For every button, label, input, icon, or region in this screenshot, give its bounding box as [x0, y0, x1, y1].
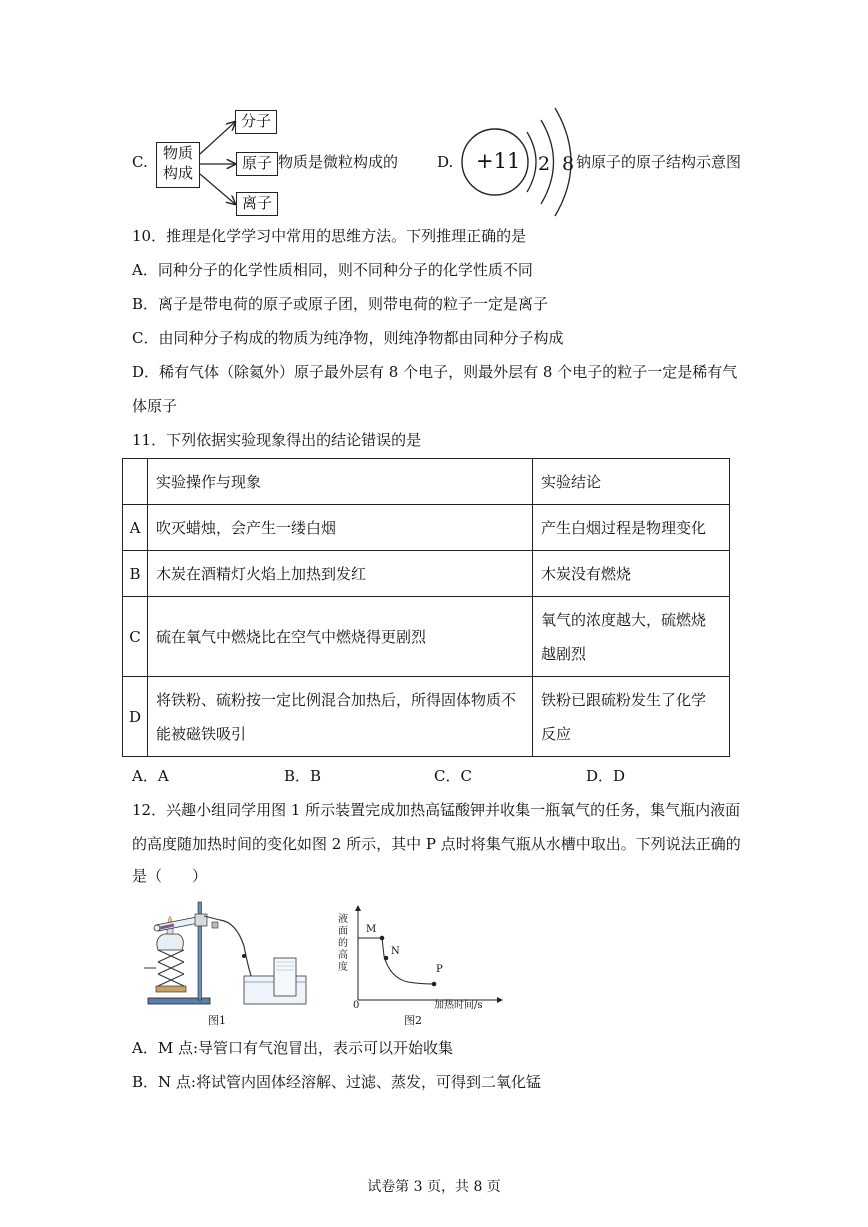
point-p [432, 982, 437, 987]
ion-box: 离子 [236, 192, 278, 216]
option-d-label: D. [437, 153, 454, 171]
arrow-to-molecule [200, 122, 235, 154]
ylabel-char: 的 [338, 938, 348, 949]
ylabel-char: 面 [338, 926, 348, 937]
row-operation-line2: 能被磁铁吸引 [156, 724, 247, 743]
molecule-box: 分子 [235, 110, 277, 134]
page-footer: 试卷第 3 页，共 8 页 [367, 1179, 501, 1195]
header-cell-conclusion: 实验结论 [533, 459, 730, 505]
row-conclusion-line1: 氧气的浓度越大，硫燃烧 [541, 610, 707, 629]
table-row [123, 677, 730, 757]
q12-stem-line1: 12．兴趣小组同学用图 1 所示装置完成加热高锰酸钾并收集一瓶氧气的任务，集气瓶内液面 [132, 801, 741, 819]
substance-box-line1: 物质 [162, 144, 193, 162]
q10-option-d-line1: D．稀有气体（除氦外）原子最外层有 8 个电子，则最外层有 8 个电子的粒子一定是稀有气 [132, 363, 738, 381]
table-row [123, 551, 730, 597]
header-cell-operation: 实验操作与现象 [148, 459, 533, 505]
ylabel-char: 液 [338, 914, 348, 925]
ylabel-char: 度 [338, 962, 348, 973]
figure-2-origin: 0 [353, 1000, 360, 1011]
table-row [123, 505, 730, 551]
table-row [123, 597, 730, 677]
row-label: C [123, 597, 148, 677]
q11-option-b: B．B [284, 767, 322, 785]
figure-2-xlabel: 加热时间/s [434, 1000, 483, 1011]
row-operation-line1: 将铁粉、硫粉按一定比例混合加热后，所得固体物质不 [156, 690, 517, 709]
row-operation: 木炭在酒精灯火焰上加热到发红 [148, 551, 533, 597]
substance-box [156, 142, 200, 188]
figure-1-apparatus [140, 898, 320, 1010]
q10-option-b: B．离子是带电荷的原子或原子团，则带电荷的粒子一定是离子 [132, 295, 549, 313]
figure-2-ylabel [338, 914, 350, 974]
header-cell-label [123, 459, 148, 505]
row-operation [148, 677, 533, 757]
q12-stem-line3: 是（ ） [132, 867, 208, 885]
row-conclusion: 木炭没有燃烧 [533, 551, 730, 597]
option-c-caption: 物质是微粒构成的 [278, 153, 399, 171]
q10-option-a: A．同种分子的化学性质相同，则不同种分子的化学性质不同 [132, 261, 533, 279]
row-label: B [123, 551, 148, 597]
row-operation: 硫在氧气中燃烧比在空气中燃烧得更剧烈 [148, 597, 533, 677]
point-n [384, 956, 389, 961]
row-operation: 吹灭蜡烛，会产生一缕白烟 [148, 505, 533, 551]
option-c-label: C. [132, 153, 148, 171]
q12-option-b: B．N 点:将试管内固体经溶解、过滤、蒸发，可得到二氧化锰 [132, 1073, 541, 1091]
row-conclusion-line2: 反应 [541, 724, 572, 743]
q10-option-d-line2: 体原子 [132, 397, 178, 415]
row-conclusion-line2: 越剧烈 [541, 644, 587, 663]
figure-2-caption: 图2 [404, 1014, 422, 1027]
label-m: M [366, 924, 377, 935]
row-conclusion-line1: 铁粉已跟硫粉发生了化学 [541, 690, 707, 709]
label-p: P [436, 964, 443, 975]
option-d-caption: 钠原子的原子结构示意图 [576, 153, 742, 171]
label-n: N [391, 946, 400, 957]
shell2-electrons: 8 [562, 153, 575, 175]
substance-box-line2: 构成 [162, 164, 193, 182]
row-label: A [123, 505, 148, 551]
arrow-to-ion [200, 174, 235, 204]
nucleus-charge: +11 [476, 149, 521, 173]
atom-box: 原子 [236, 152, 278, 176]
point-m [380, 936, 385, 941]
row-conclusion [533, 597, 730, 677]
q10-option-c: C．由同种分子构成的物质为纯净物，则纯净物都由同种分子构成 [132, 329, 564, 347]
q10-stem: 10．推理是化学学习中常用的思维方法。下列推理正确的是 [132, 227, 527, 245]
row-label: D [123, 677, 148, 757]
q11-option-d: D．D [586, 767, 626, 785]
q12-option-a: A．M 点:导管口有气泡冒出，表示可以开始收集 [132, 1039, 454, 1057]
arrows-diagram [196, 118, 240, 208]
q12-stem-line2: 的高度随加热时间的变化如图 2 所示，其中 P 点时将集气瓶从水槽中取出。下列说法正确的 [132, 835, 741, 853]
figure-1-caption: 图1 [208, 1014, 226, 1027]
row-conclusion: 产生白烟过程是物理变化 [533, 505, 730, 551]
level-curve [358, 938, 434, 984]
q11-option-a: A．A [132, 767, 169, 785]
table-header-row [123, 459, 730, 505]
q11-option-c: C．C [434, 767, 472, 785]
q11-table [122, 458, 730, 757]
row-conclusion [533, 677, 730, 757]
ylabel-char: 高 [338, 950, 348, 961]
q11-stem: 11．下列依据实验现象得出的结论错误的是 [132, 431, 422, 449]
shell1-electrons: 2 [538, 153, 551, 175]
